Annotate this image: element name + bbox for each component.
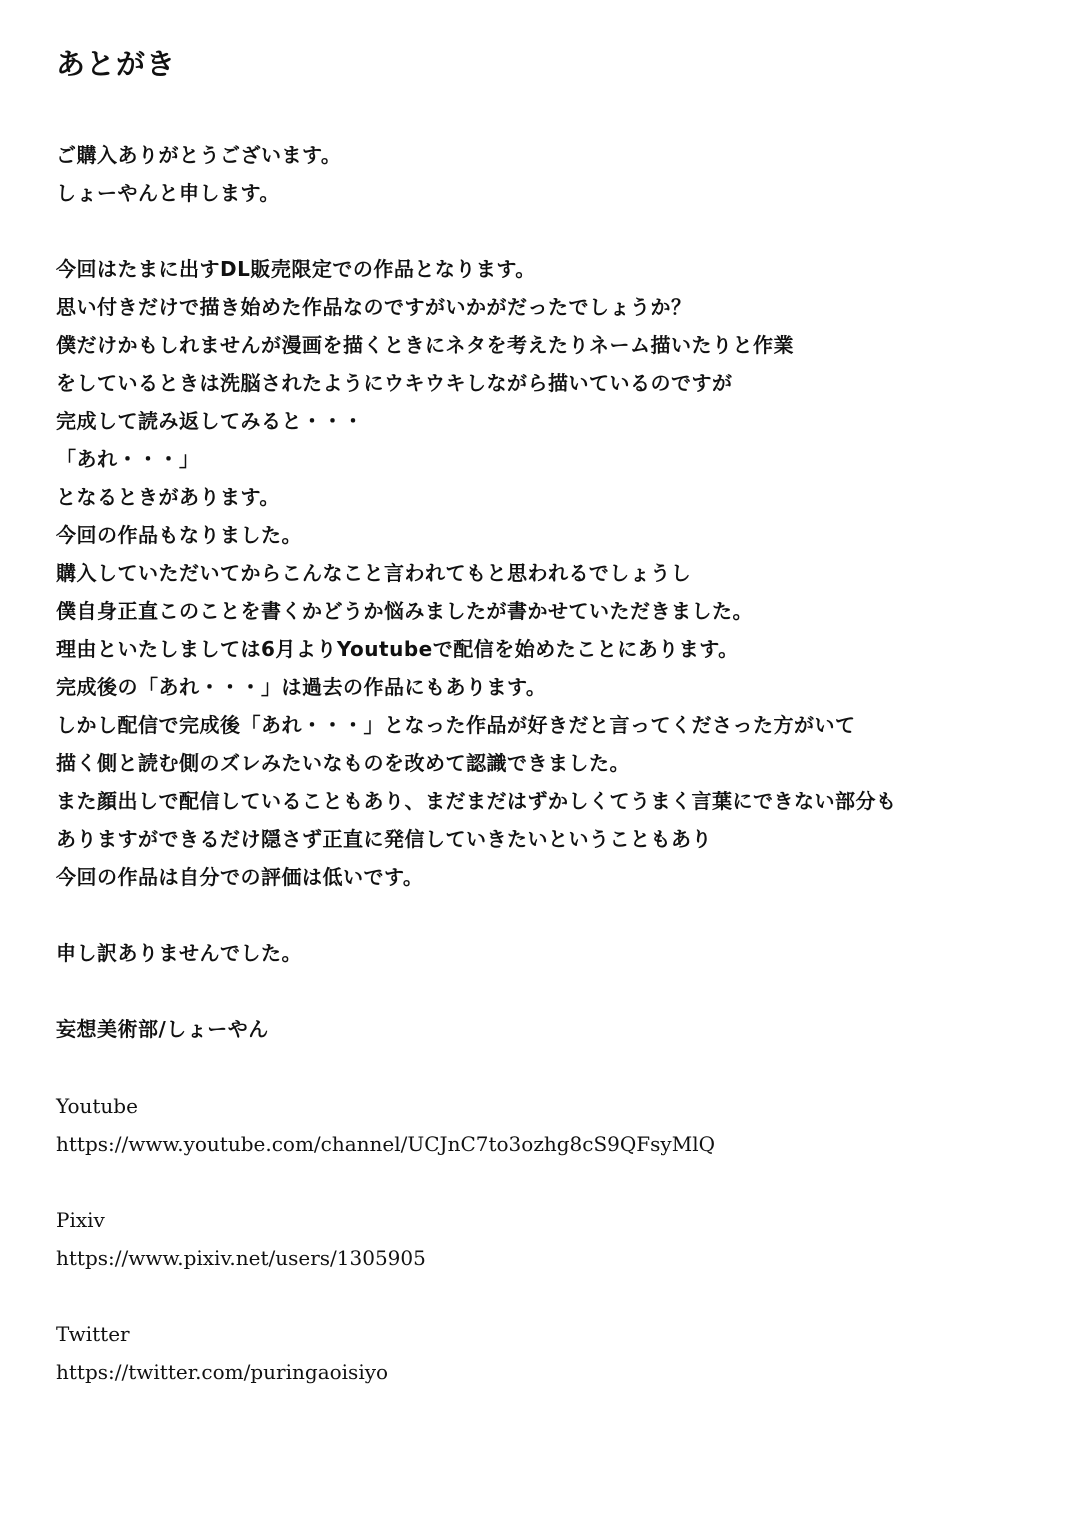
body-line: 理由といたしましては6月よりYoutubeで配信を始めたことにあります。	[56, 637, 739, 661]
body-line: 今回はたまに出すDL販売限定での作品となります。	[56, 257, 536, 281]
apology-line: 申し訳ありませんでした。	[56, 941, 302, 965]
body-line: 購入していただいてからこんなこと言われてもと思われるでしょうし	[56, 561, 692, 585]
body-line: しかし配信で完成後「あれ・・・」となった作品が好きだと言ってくださった方がいて	[56, 713, 856, 737]
body-line: ありますができるだけ隠さず正直に発信していきたいということもあり	[56, 827, 712, 851]
pixiv-label: Pixiv	[56, 1208, 105, 1232]
body-line: となるときがあります。	[56, 485, 280, 509]
youtube-link[interactable]: https://www.youtube.com/channel/UCJnC7to3ozhg8cS9QFsyMlQ	[56, 1132, 716, 1156]
body-line: をしているときは洗脳されたようにウキウキしながら描いているのですが	[56, 371, 733, 395]
body-line: 僕だけかもしれませんが漫画を描くときにネタを考えたりネーム描いたりと作業	[56, 333, 794, 357]
twitter-label: Twitter	[56, 1322, 130, 1346]
body-line: 完成後の「あれ・・・」は過去の作品にもあります。	[56, 675, 547, 699]
link-gap	[56, 1163, 715, 1201]
body-line: 僕自身正直このことを書くかどうか悩みましたが書かせていただきました。	[56, 599, 753, 623]
signature-line: 妄想美術部/しょーやん	[56, 1017, 269, 1041]
body-line: 完成して読み返してみると・・・	[56, 409, 364, 433]
paragraph-gap	[56, 212, 897, 250]
body-line: 描く側と読む側のズレみたいなものを改めて認識できました。	[56, 751, 630, 775]
body-line: また顔出しで配信していることもあり、まだまだはずかしくてうまく言葉にできない部分も	[56, 789, 897, 813]
page-title: あとがき	[56, 47, 177, 81]
links-section	[56, 1087, 715, 1391]
paragraph-gap	[56, 972, 897, 1010]
greeting-line: ご購入ありがとうございます。	[56, 143, 342, 167]
body-line: 今回の作品もなりました。	[56, 523, 302, 547]
paragraph-gap	[56, 896, 897, 934]
youtube-label: Youtube	[56, 1094, 138, 1118]
twitter-link[interactable]: https://twitter.com/puringaoisiyo	[56, 1360, 389, 1384]
greeting-line: しょーやんと申します。	[56, 181, 280, 205]
body-line: 思い付きだけで描き始めた作品なのですがいかがだったでしょうか？	[56, 295, 692, 319]
link-gap	[56, 1277, 715, 1315]
body-line: 今回の作品は自分での評価は低いです。	[56, 865, 424, 889]
body-line: 「あれ・・・」	[56, 447, 200, 471]
afterword-body	[56, 136, 897, 1048]
pixiv-link[interactable]: https://www.pixiv.net/users/1305905	[56, 1246, 426, 1270]
